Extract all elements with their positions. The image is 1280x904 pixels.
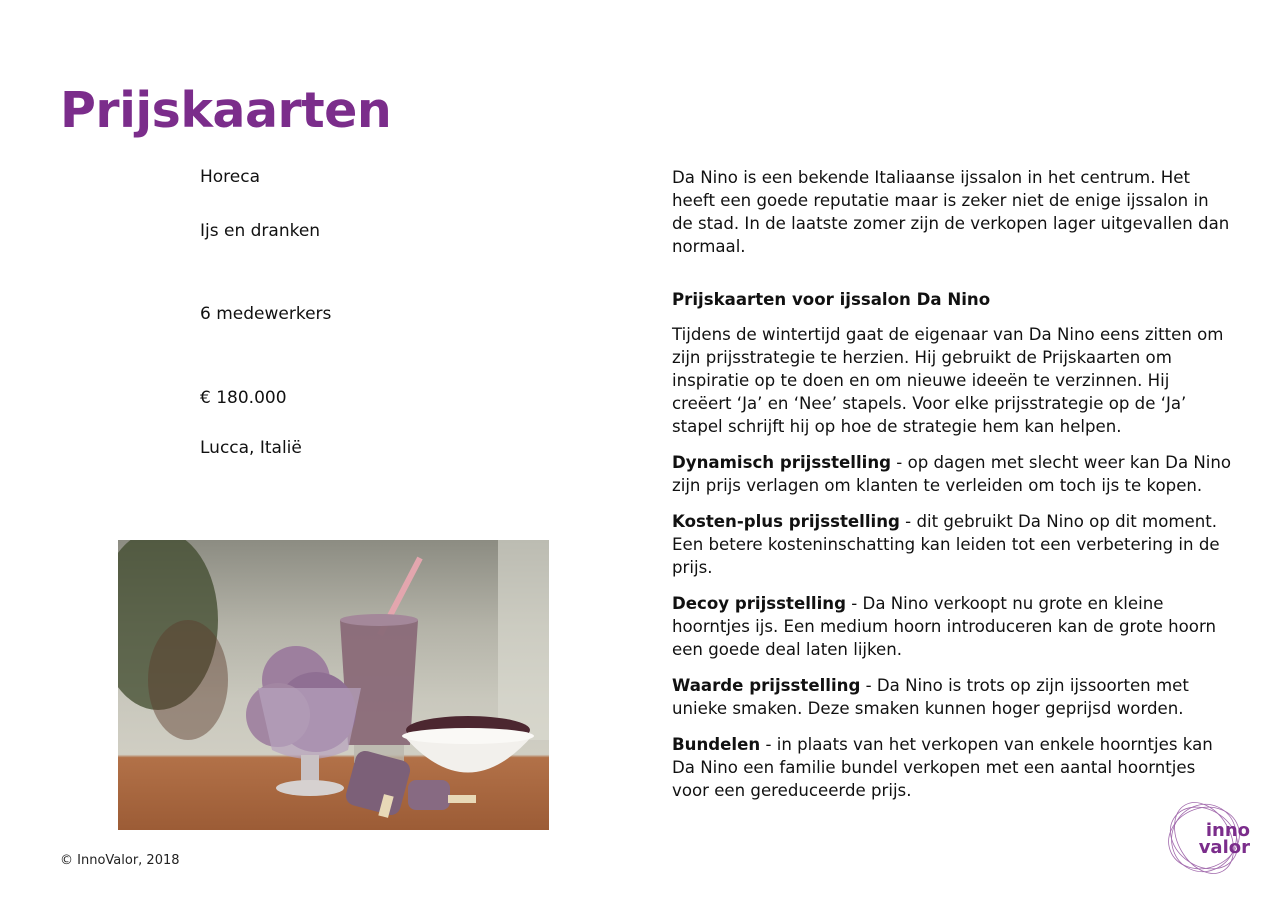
ice-cream-photo: [118, 540, 549, 830]
strategy-name: Decoy prijsstelling: [672, 594, 846, 613]
strategy-text: - in plaats van het verkopen van enkele hoorntjes kan Da Nino een familie bundel verkopen met een aantal hoorntjes voor een gereduceerde prijs.: [672, 735, 1213, 800]
strategy-name: Kosten-plus prijsstelling: [672, 512, 900, 531]
company-facts: [0, 0, 640, 500]
logo-text: [1188, 822, 1250, 856]
fact-value-size: 6 medewerkers: [200, 304, 332, 324]
logo-line-1: inno: [1205, 820, 1250, 841]
case-description: [672, 166, 1232, 815]
strategy-text: - Da Nino is trots op zijn ijssoorten met unieke smaken. Deze smaken kunnen hoger geprijsd worden.: [672, 676, 1189, 718]
strategy-item: [672, 733, 1232, 802]
photo-illustration: [118, 540, 549, 830]
copyright-footer: © InnoValor, 2018: [60, 853, 180, 868]
fact-value-products: Ijs en dranken: [200, 221, 321, 241]
case-paragraph: Tijdens de wintertijd gaat de eigenaar van Da Nino eens zitten om zijn prijsstrategie te herzien. Hij gebruikt de Prijskaarten om inspiratie op te doen en om nieuwe ideeën te verzinnen. Hij creëert ‘Ja’ en ‘Nee’ stapels. Voor elke prijsstrategie op de ‘Ja’ stapel schrijft hij op hoe de strategie hem kan helpen.: [672, 325, 1224, 436]
strategy-name: Bundelen: [672, 735, 761, 754]
fact-value-revenue: € 180.000: [200, 388, 287, 408]
strategy-item: [672, 674, 1232, 720]
strategy-text: - op dagen met slecht weer kan Da Nino zijn prijs verlagen om klanten te verleiden om toch ijs te kopen.: [672, 453, 1232, 495]
innovalor-logo: [1160, 796, 1256, 880]
strategy-item: [672, 451, 1232, 497]
strategy-text: - Da Nino verkoopt nu grote en kleine hoorntjes ijs. Een medium hoorn introduceren kan de grote hoorn een goede deal laten lijken.: [672, 594, 1217, 659]
strategy-name: Waarde prijsstelling: [672, 676, 861, 695]
intro-paragraph: Da Nino is een bekende Italiaanse ijssalon in het centrum. Het heeft een goede reputatie maar is zeker niet de enige ijssalon in de stad. In de laatste zomer zijn de verkopen lager uitgevallen dan normaal.: [672, 168, 1230, 256]
case-subheading: Prijskaarten voor ijssalon Da Nino: [672, 290, 991, 309]
strategy-name: Dynamisch prijsstelling: [672, 453, 892, 472]
strategy-text: - dit gebruikt Da Nino op dit moment. Een betere kosteninschatting kan leiden tot een verbetering in de prijs.: [672, 512, 1220, 577]
fact-value-industry: Horeca: [200, 167, 261, 187]
strategy-item: [672, 510, 1232, 579]
strategy-item: [672, 592, 1232, 661]
logo-line-2: valor: [1198, 837, 1250, 858]
page-title: Prijskaarten: [60, 82, 392, 139]
fact-value-location: Lucca, Italië: [200, 438, 302, 458]
